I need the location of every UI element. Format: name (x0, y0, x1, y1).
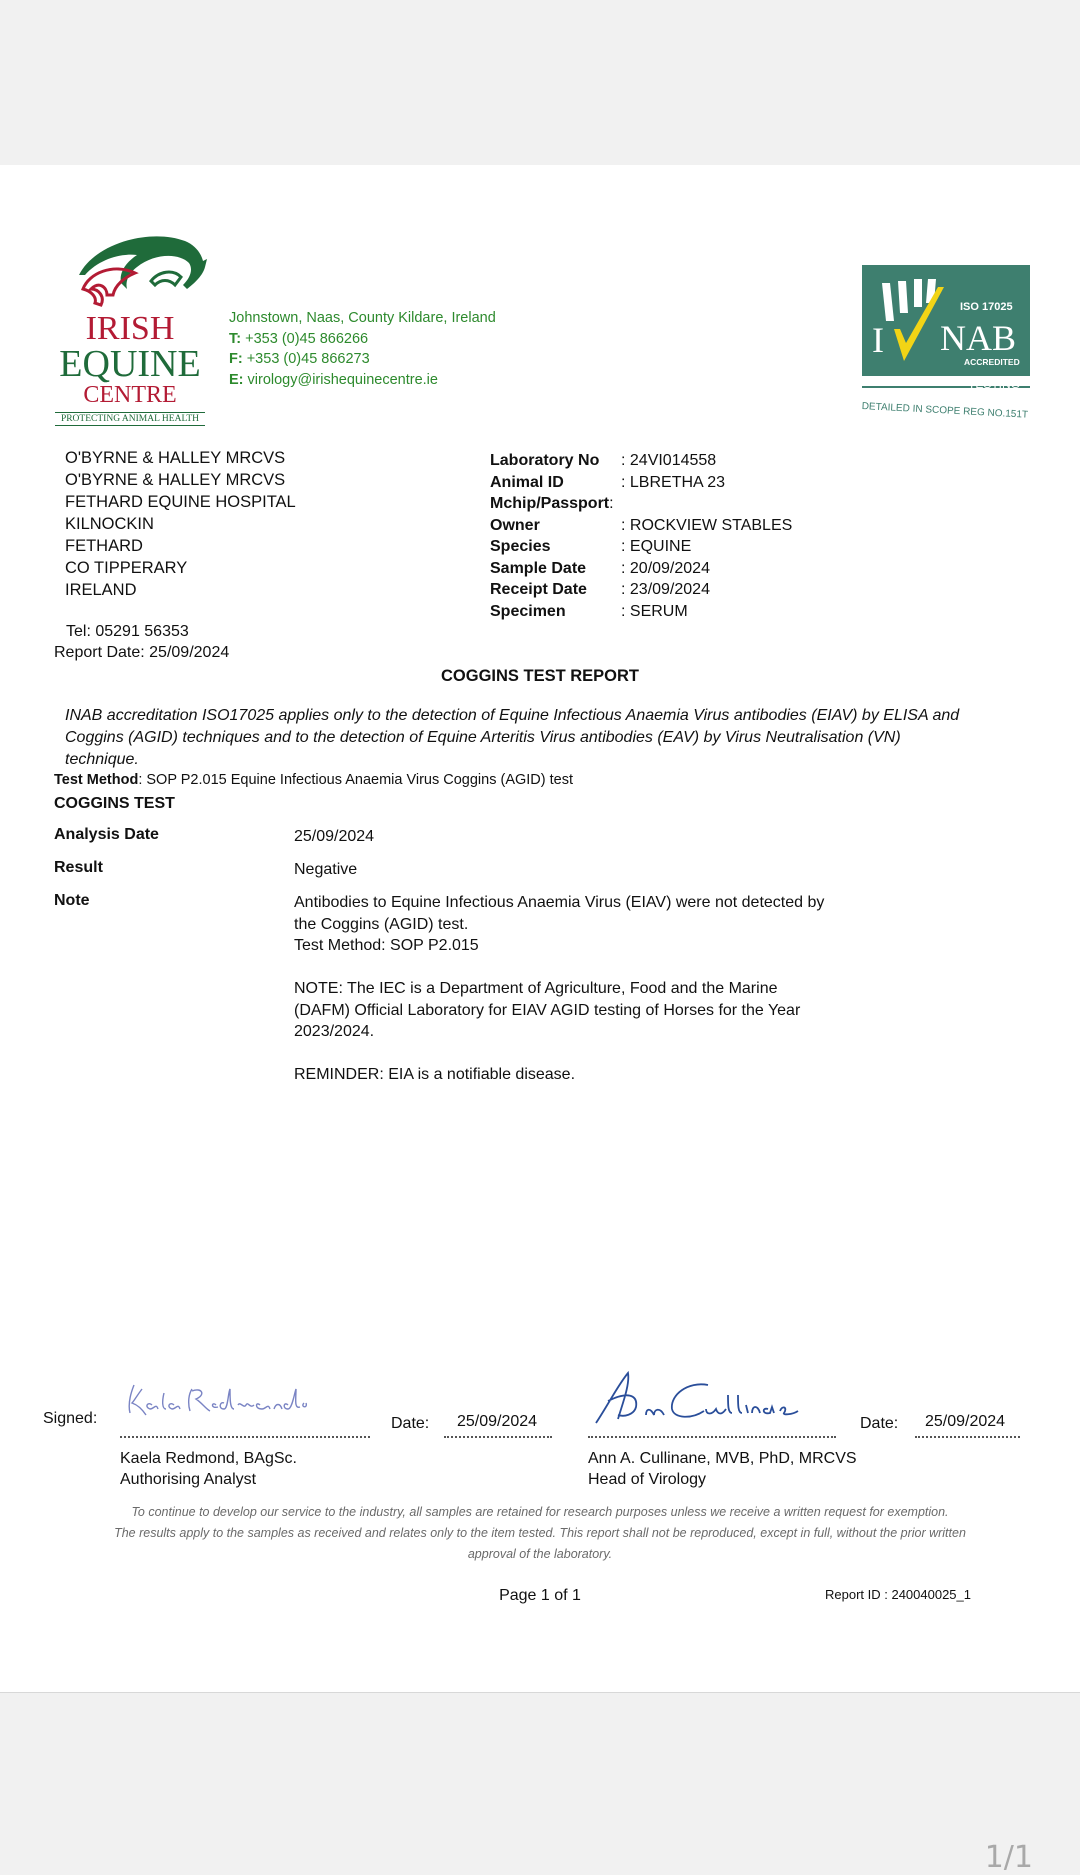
lab-row-species: Species : EQUINE (490, 538, 692, 555)
recipient-address (65, 447, 296, 601)
contact-fax: +353 (0)45 866273 (246, 351, 370, 367)
address-line: IRELAND (65, 581, 137, 599)
lab-row-laboratory-no: Laboratory No : 24VI014558 (490, 452, 717, 469)
disclaimer-line-1: To continue to develop our service to the industry, all samples are retained for research purposes unless we receive a written request for exemption. (131, 1505, 949, 1519)
contact-email: virology@irishequinecentre.ie (247, 371, 438, 388)
email-label: E: (229, 371, 244, 388)
inab-i: I (872, 320, 884, 360)
logo-centre: CENTRE (83, 382, 177, 408)
inab-iso: ISO 17025 (960, 301, 1013, 313)
signature-kaela-redmond (122, 1375, 322, 1425)
signatory-right-role: Head of Virology (588, 1471, 706, 1488)
signatory-right (588, 1448, 857, 1490)
lab-row-owner: Owner : ROCKVIEW STABLES (490, 516, 793, 534)
address-line: FETHARD EQUINE HOSPITAL (65, 493, 296, 511)
date-line-right (915, 1436, 1020, 1438)
signature-line-left (120, 1436, 370, 1438)
section-title: COGGINS TEST (54, 795, 175, 812)
report-page (0, 165, 1080, 1875)
date-label-left: Date: (391, 1415, 430, 1432)
lab-row-specimen: Specimen : SERUM (490, 602, 688, 620)
lab-details (490, 450, 792, 622)
recipient-tel: Tel: 05291 56353 (66, 623, 189, 640)
result-value: Negative (294, 861, 358, 878)
result-label: Result (54, 859, 103, 876)
address-line: O'BYRNE & HALLEY MRCVS (65, 471, 286, 489)
address-line: KILNOCKIN (65, 515, 154, 533)
date-value-left: 25/09/2024 (457, 1413, 538, 1430)
page-indicator: 1/1 (984, 1840, 1033, 1875)
signatory-left-name: Kaela Redmond, BAgSc. (120, 1450, 297, 1467)
signature-line-right (588, 1436, 836, 1438)
lab-row-receipt-date: Receipt Date : 23/09/2024 (490, 581, 710, 598)
inab-brand: NAB (940, 318, 1017, 358)
logo-tagline: PROTECTING ANIMAL HEALTH (55, 412, 205, 426)
irish-equine-centre-logo (55, 223, 225, 423)
disclaimer-line-2: The results apply to the samples as received and relates only to the item tested. This report shall not be reproduced, except in full, without the prior written approval of the laboratory. (114, 1526, 966, 1561)
fax-label: F: (229, 351, 243, 367)
date-line-left (444, 1436, 552, 1438)
inab-testing: TESTING (968, 377, 1021, 391)
analysis-date-label: Analysis Date (54, 826, 159, 843)
address-line: CO TIPPERARY (65, 559, 188, 577)
address-line: FETHARD (65, 537, 143, 555)
contact-address: Johnstown, Naas, County Kildare, Ireland (229, 310, 496, 326)
signed-label: Signed: (43, 1410, 98, 1427)
note-label: Note (54, 892, 90, 909)
report-id: Report ID : 240040025_1 (825, 1587, 971, 1602)
date-label-right: Date: (860, 1415, 899, 1432)
page-number: Page 1 of 1 (499, 1587, 581, 1604)
note-text: Antibodies to Equine Infectious Anaemia Virus (EIAV) were not detected by the Coggins (AGID) test. Test Method: SOP P2.015 NOTE: The IEC is a Department of Agriculture, Food and the Marine (DAFM) Official Laboratory for EIAV AGID testing of Horses for the Year 2023/2024. REMINDER: EIA is a notifiable disease. (294, 894, 825, 1083)
signature-ann-cullinane (588, 1365, 808, 1431)
inab-accreditation-badge (860, 263, 1032, 421)
contact-tel: +353 (0)45 866266 (245, 330, 369, 347)
signatory-left-role: Authorising Analyst (120, 1471, 257, 1488)
disclaimer (100, 1502, 980, 1565)
signatory-left (120, 1448, 297, 1490)
inab-statement: INAB accreditation ISO17025 applies only to the detection of Equine Infectious Anaemia Virus antibodies (EIAV) by ELISA and Coggins (AGID) techniques and to the detection of Equine Arteritis Virus antibodies (EAV) by Virus Neutralisation (VN) technique. (65, 707, 960, 768)
report-title: COGGINS TEST REPORT (440, 667, 640, 685)
analysis-date-value: 25/09/2024 (294, 828, 375, 845)
date-value-right: 25/09/2024 (925, 1413, 1006, 1430)
logo-irish: IRISH (85, 310, 175, 347)
test-method-value: : SOP P2.015 Equine Infectious Anaemia Virus Coggins (AGID) test (138, 772, 574, 788)
lab-row-mchip: Mchip/Passport : (490, 495, 614, 512)
contact-details (229, 308, 496, 390)
logo-equine: EQUINE (59, 343, 201, 385)
lab-row-sample-date: Sample Date : 20/09/2024 (490, 559, 710, 577)
report-date: Report Date: 25/09/2024 (54, 644, 230, 661)
signatory-right-name: Ann A. Cullinane, MVB, PhD, MRCVS (588, 1450, 857, 1467)
address-line: O'BYRNE & HALLEY MRCVS (65, 449, 286, 467)
inab-scope: DETAILED IN SCOPE REG NO.151T (861, 401, 1029, 421)
test-method-label: Test Method (54, 772, 139, 788)
tel-label: T: (229, 330, 242, 347)
lab-row-animal-id: Animal ID : LBRETHA 23 (490, 473, 726, 491)
horse-logo-icon (55, 223, 225, 313)
inab-accredited: ACCREDITED (964, 357, 1020, 367)
test-method (54, 772, 573, 788)
